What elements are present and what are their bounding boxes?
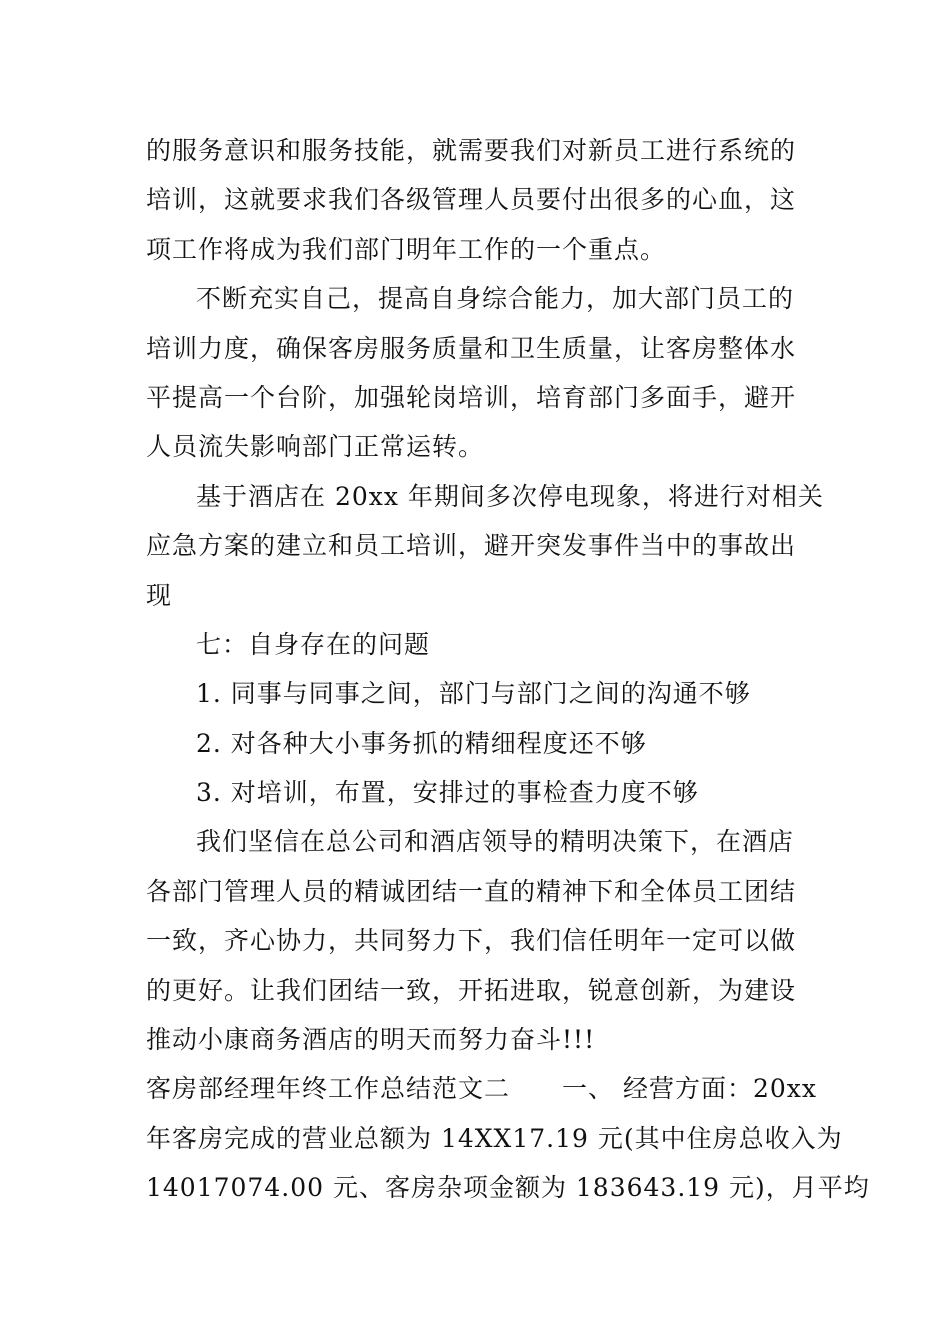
text-line: 现 xyxy=(146,580,173,610)
text-line: 一致，齐心协力，共同努力下，我们信任明年一定可以做 xyxy=(146,926,797,956)
list-item: 3. 对培训，布置，安排过的事检查力度不够 xyxy=(196,778,699,808)
list-item: 2. 对各种大小事务抓的精细程度还不够 xyxy=(196,728,647,758)
document-body xyxy=(146,126,870,1213)
text-line: 14017074.00 元、客房杂项金额为 183643.19 元)，月平均 xyxy=(146,1173,870,1203)
section-title-line: 客房部经理年终工作总结范文二 一、 经营方面：20xx xyxy=(146,1074,817,1104)
text-line: 年客房完成的营业总额为 14XX17.19 元(其中住房总收入为 xyxy=(146,1123,843,1153)
text-line: 各部门管理人员的精诚团结一直的精神下和全体员工团结 xyxy=(146,876,797,906)
text-line: 的服务意识和服务技能，就需要我们对新员工进行系统的 xyxy=(146,136,797,165)
section-heading: 七：自身存在的问题 xyxy=(196,629,431,659)
text-line: 培训，这就要求我们各级管理人员要付出很多的心血，这 xyxy=(146,185,797,215)
text-line: 不断充实自己，提高自身综合能力，加大部门员工的 xyxy=(196,284,795,314)
list-item: 1. 同事与同事之间，部门与部门之间的沟通不够 xyxy=(196,679,751,709)
text-line: 推动小康商务酒店的明天而努力奋斗!!! xyxy=(146,1025,596,1055)
text-line: 人员流失影响部门正常运转。 xyxy=(146,432,485,462)
text-line: 平提高一个台阶，加强轮岗培训，培育部门多面手，避开 xyxy=(146,382,797,412)
text-line: 我们坚信在总公司和酒店领导的精明决策下，在酒店 xyxy=(196,827,795,857)
text-line: 培训力度，确保客房服务质量和卫生质量，让客房整体水 xyxy=(146,333,797,363)
text-line: 基于酒店在 20xx 年期间多次停电现象，将进行对相关 xyxy=(196,481,824,511)
text-line: 应急方案的建立和员工培训，避开突发事件当中的事故出 xyxy=(146,531,797,561)
text-line: 的更好。让我们团结一致，开拓进取，锐意创新，为建设 xyxy=(146,975,797,1005)
text-line: 项工作将成为我们部门明年工作的一个重点。 xyxy=(146,234,667,264)
